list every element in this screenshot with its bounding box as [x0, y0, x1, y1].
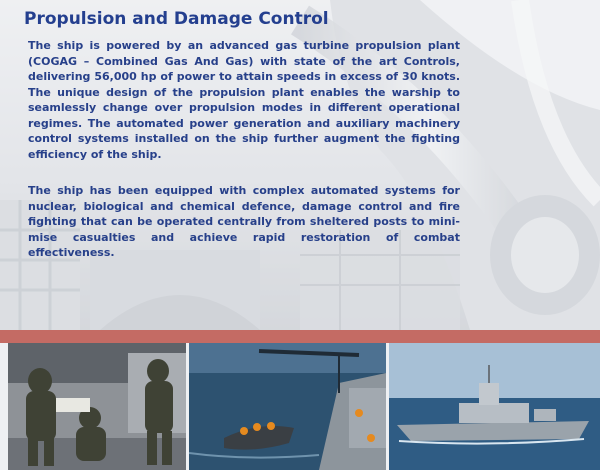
photo-nbc-suits-crew	[8, 343, 186, 470]
section-title: Propulsion and Damage Control	[24, 9, 329, 29]
photo-frigate	[389, 343, 600, 470]
paragraph-propulsion: The ship is powered by an advanced gas turbine propulsion plant (COGAG – Combined Gas And Gas) with state of the art Controls, delivering 56,000 hp of power to attain speeds in excess of 30 knots. The unique design of the propulsion plant enables the warship to seamlessly change over propulsion modes in different operational regimes. The automated power generation and auxiliary machinery control systems installed on the ship further augment the fighting efficiency of the ship.	[28, 39, 460, 161]
paragraph-damage-control: The ship has been equipped with complex automated systems for nuclear, biological and chemical defence, damage control and fire fighting that can be operated centrally from sheltered posts to mini-mise casualties and achieve rapid restoration of combat effectiveness.	[28, 184, 460, 259]
photo-strip	[0, 343, 600, 470]
section-divider	[0, 330, 600, 343]
photo-boat-launch	[189, 343, 386, 470]
